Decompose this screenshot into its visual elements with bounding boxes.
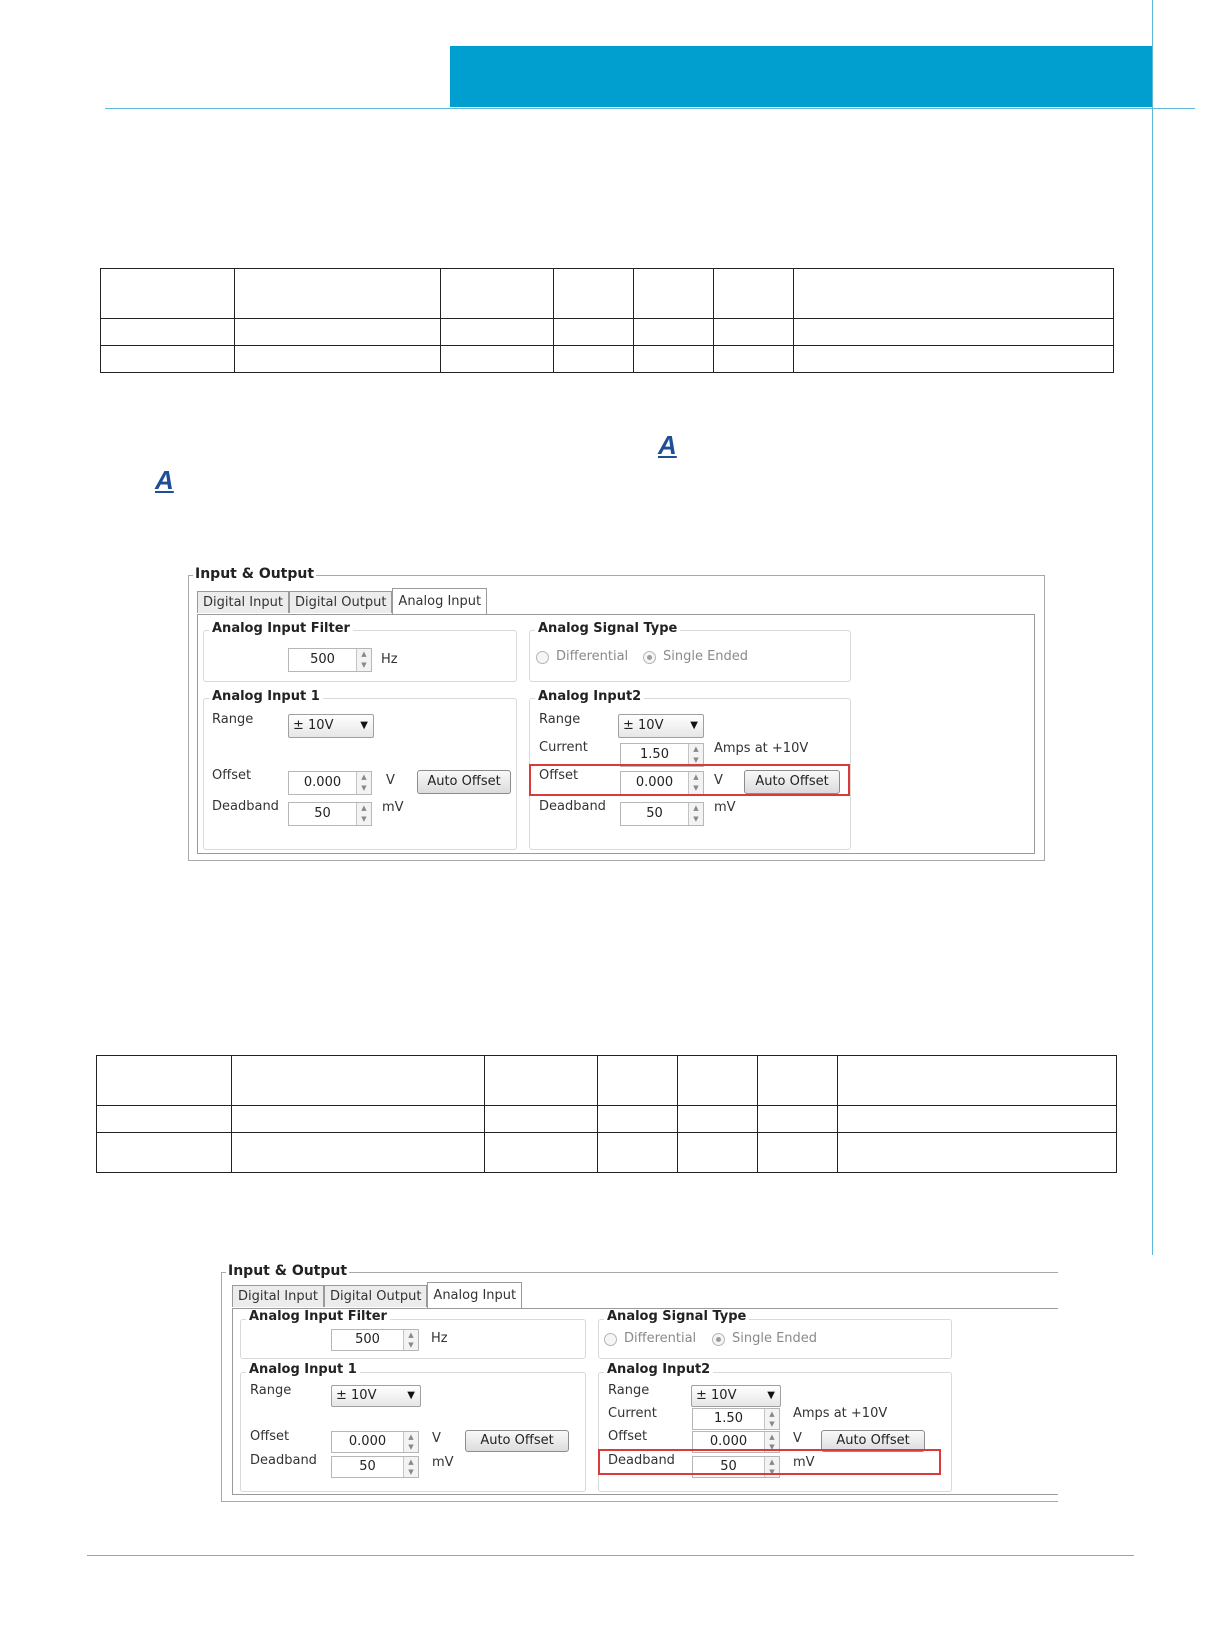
deadband-unit: mV — [714, 800, 736, 815]
spin-up-icon[interactable]: ▲ — [693, 773, 699, 781]
deadband-highlight-box — [598, 1449, 941, 1475]
group-title: Input & Output — [195, 566, 315, 582]
offset-label: Offset — [608, 1429, 648, 1444]
table-header-row — [97, 1056, 1117, 1106]
differential-radio[interactable] — [536, 651, 549, 664]
spin-down-icon[interactable]: ▼ — [769, 1468, 775, 1476]
single-ended-radio[interactable] — [643, 651, 656, 664]
right-margin-rule — [1152, 0, 1153, 1255]
current-spinbox[interactable] — [692, 1408, 780, 1430]
spin-down-icon[interactable]: ▼ — [693, 756, 699, 764]
table-row — [97, 1106, 1117, 1133]
spin-up-icon[interactable]: ▲ — [693, 804, 699, 812]
analog-input-filter-title: Analog Input Filter — [209, 621, 353, 636]
tab-digital-input[interactable]: Digital Input — [232, 1285, 324, 1307]
offset-label: Offset — [250, 1429, 290, 1444]
chevron-down-icon: ▼ — [690, 720, 698, 731]
differential-label: Differential — [556, 649, 629, 664]
offset-unit: V — [386, 773, 395, 788]
table-row — [97, 1133, 1117, 1173]
deadband-unit: mV — [793, 1455, 815, 1470]
filter-unit: Hz — [381, 652, 398, 667]
analog-input-2-title: Analog Input2 — [604, 1362, 713, 1377]
link-a-2[interactable]: A — [155, 465, 174, 495]
current-label: Current — [608, 1406, 657, 1421]
current-unit: Amps at +10V — [793, 1406, 888, 1421]
range-value: ± 10V — [336, 1388, 377, 1403]
deadband-label: Deadband — [608, 1453, 675, 1468]
spin-down-icon[interactable]: ▼ — [693, 815, 699, 823]
spin-up-icon[interactable]: ▲ — [408, 1433, 414, 1441]
analog-signal-type-title: Analog Signal Type — [535, 621, 680, 636]
deadband-value: 50 — [646, 806, 663, 821]
filter-unit: Hz — [431, 1331, 448, 1346]
deadband-label: Deadband — [212, 799, 279, 814]
deadband-value: 50 — [314, 806, 331, 821]
offset-unit: V — [714, 773, 723, 788]
filter-spinbox[interactable] — [288, 648, 372, 672]
table-row — [101, 319, 1114, 346]
offset-value: 0.000 — [303, 775, 342, 790]
range-label: Range — [608, 1383, 650, 1398]
spin-down-icon[interactable]: ▼ — [408, 1341, 414, 1349]
offset-unit: V — [432, 1431, 441, 1446]
range-select[interactable] — [691, 1385, 781, 1407]
range-select[interactable] — [331, 1385, 421, 1407]
range-select[interactable] — [618, 714, 704, 738]
current-label: Current — [539, 740, 588, 755]
offset-value: 0.000 — [348, 1434, 387, 1449]
analog-input-1-title: Analog Input 1 — [209, 689, 323, 704]
filter-value: 500 — [310, 652, 335, 667]
tab-strip — [232, 1285, 522, 1307]
input-output-panel-1 — [187, 566, 1046, 862]
auto-offset-button[interactable]: Auto Offset — [465, 1430, 569, 1452]
range-value: ± 10V — [696, 1388, 737, 1403]
deadband-value: 50 — [720, 1459, 737, 1474]
spin-down-icon[interactable]: ▼ — [408, 1443, 414, 1451]
chevron-down-icon: ▼ — [407, 1390, 415, 1401]
spin-down-icon[interactable]: ▼ — [361, 784, 367, 792]
spin-up-icon[interactable]: ▲ — [361, 650, 367, 658]
deadband-unit: mV — [432, 1455, 454, 1470]
group-title: Input & Output — [228, 1263, 348, 1279]
offset-value: 0.000 — [635, 775, 674, 790]
analog-input-1-title: Analog Input 1 — [246, 1362, 360, 1377]
offset-highlight-box — [529, 764, 850, 796]
chevron-down-icon: ▼ — [767, 1390, 775, 1401]
table-row — [101, 346, 1114, 373]
analog-input-filter-title: Analog Input Filter — [246, 1309, 390, 1324]
range-value: ± 10V — [293, 718, 334, 733]
spin-up-icon[interactable]: ▲ — [408, 1331, 414, 1339]
spin-down-icon[interactable]: ▼ — [361, 815, 367, 823]
footer-rule — [87, 1555, 1134, 1556]
offset-label: Offset — [212, 768, 252, 783]
single-ended-radio[interactable] — [712, 1333, 725, 1346]
spin-up-icon[interactable]: ▲ — [361, 773, 367, 781]
tab-digital-input[interactable]: Digital Input — [197, 591, 289, 613]
spin-down-icon[interactable]: ▼ — [408, 1468, 414, 1476]
offset-spinbox[interactable] — [331, 1431, 419, 1453]
single-ended-label: Single Ended — [732, 1331, 818, 1346]
spin-up-icon[interactable]: ▲ — [361, 804, 367, 812]
tab-analog-input[interactable]: Analog Input — [427, 1282, 522, 1308]
offset-spinbox[interactable] — [288, 771, 372, 795]
current-value: 1.50 — [640, 747, 669, 762]
spin-up-icon[interactable]: ▲ — [769, 1410, 775, 1418]
parameter-table-1 — [100, 268, 1114, 373]
range-label: Range — [250, 1383, 292, 1398]
header-banner — [450, 46, 1153, 107]
deadband-unit: mV — [382, 800, 404, 815]
deadband-label: Deadband — [250, 1453, 317, 1468]
spin-down-icon[interactable]: ▼ — [361, 661, 367, 669]
offset-unit: V — [793, 1431, 802, 1446]
tab-digital-output[interactable]: Digital Output — [289, 591, 392, 613]
input-output-panel-2 — [220, 1263, 1058, 1503]
deadband-value: 50 — [359, 1459, 376, 1474]
spin-up-icon[interactable]: ▲ — [769, 1433, 775, 1441]
link-a-1[interactable]: A — [658, 430, 677, 460]
deadband-spinbox[interactable] — [620, 802, 704, 826]
differential-radio[interactable] — [604, 1333, 617, 1346]
analog-input-2-title: Analog Input2 — [535, 689, 644, 704]
spin-down-icon[interactable]: ▼ — [769, 1420, 775, 1428]
differential-label: Differential — [624, 1331, 697, 1346]
filter-value: 500 — [355, 1332, 380, 1347]
range-label: Range — [539, 712, 581, 727]
deadband-label: Deadband — [539, 799, 606, 814]
tab-strip — [197, 591, 487, 613]
range-value: ± 10V — [623, 718, 664, 733]
filter-spinbox[interactable] — [331, 1329, 419, 1351]
chevron-down-icon: ▼ — [360, 720, 368, 731]
current-unit: Amps at +10V — [714, 741, 809, 756]
parameter-table-2 — [96, 1055, 1117, 1173]
offset-value: 0.000 — [709, 1434, 748, 1449]
offset-label: Offset — [539, 768, 579, 783]
spin-down-icon[interactable]: ▼ — [769, 1443, 775, 1451]
tab-analog-input[interactable]: Analog Input — [392, 588, 487, 614]
single-ended-label: Single Ended — [663, 649, 749, 664]
spin-up-icon[interactable]: ▲ — [408, 1458, 414, 1466]
deadband-spinbox[interactable] — [288, 802, 372, 826]
analog-signal-type-title: Analog Signal Type — [604, 1309, 749, 1324]
range-select[interactable] — [288, 714, 374, 738]
current-value: 1.50 — [714, 1411, 743, 1426]
auto-offset-button[interactable]: Auto Offset — [821, 1430, 925, 1452]
spin-up-icon[interactable]: ▲ — [693, 745, 699, 753]
auto-offset-button[interactable]: Auto Offset — [417, 770, 511, 794]
spin-up-icon[interactable]: ▲ — [769, 1458, 775, 1466]
range-label: Range — [212, 712, 254, 727]
header-rule — [105, 108, 1195, 109]
deadband-spinbox[interactable] — [331, 1456, 419, 1478]
auto-offset-button[interactable]: Auto Offset — [744, 770, 840, 794]
tab-digital-output[interactable]: Digital Output — [324, 1285, 427, 1307]
spin-down-icon[interactable]: ▼ — [693, 784, 699, 792]
table-header-row — [101, 269, 1114, 319]
